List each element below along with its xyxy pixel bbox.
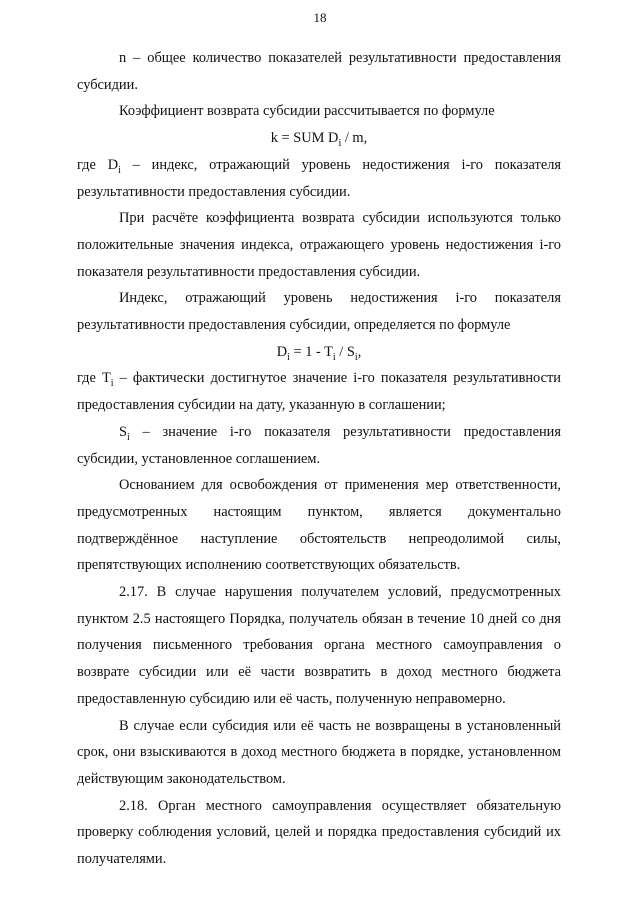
paragraph-coefficient-intro: Коэффициент возврата субсидии рассчитывается по формуле (119, 103, 495, 120)
paragraph-2-18: 2.18. Орган местного самоуправления осуществляет обязательную проверку соблюдения условий, целей и порядка предоставления субсидий их получателями. (77, 797, 561, 868)
paragraph-collection: В случае если субсидия или её часть не возвращены в установленный срок, они взыскиваются в доход местного бюджета в порядке, установленном действующим законодательством. (77, 717, 561, 787)
document-body (77, 45, 561, 873)
paragraph-force-majeure: Основанием для освобождения от применения мер ответственности, предусмотренных настоящим пунктом, является документально подтверждённое наступление обстоятельств непреодолимой силы, препятствующих исполнению соответствующих обязательств. (77, 477, 561, 574)
formula-di: $D_i = 1 - T_i / S_i$, (276, 343, 362, 363)
paragraph-n-definition: n – общее количество показателей результативности предоставления субсидии. (77, 50, 561, 93)
paragraph-si-definition: $S_i$ – значение i-го показателя результативности предоставления субсидии, установленное соглашением. (77, 423, 561, 467)
paragraph-index-intro: Индекс, отражающий уровень недостижения i-го показателя результативности предоставления субсидии, определяется по формуле (77, 290, 561, 334)
paragraph-positive-values: При расчёте коэффициента возврата субсидии используются только положительные значения индекса, отражающего уровень недостижения i-го показателя результативности предоставления субсидии. (77, 210, 561, 280)
paragraph-2-17: 2.17. В случае нарушения получателем условий, предусмотренных пунктом 2.5 настоящего Порядка, получатель обязан в течение 10 дней со дня получения письменного требования органа местного самоуправления о возврате субсидии или её части возвратить в доход местного бюджета предоставленную субсидию или её часть, полученную неправомерно. (77, 584, 561, 707)
paragraph-ti-definition: где $T_i$ – фактически достигнутое значение i-го показателя результативности предоставления субсидии на дату, указанную в соглашении; (77, 370, 561, 414)
formula-k: k = SUM $D_i$ / m, (270, 130, 368, 149)
page-number: 18 (313, 10, 327, 25)
paragraph-di-definition: где $D_i$ – индекс, отражающий уровень недостижения i-го показателя результативности предоставления субсидии. (77, 156, 562, 200)
